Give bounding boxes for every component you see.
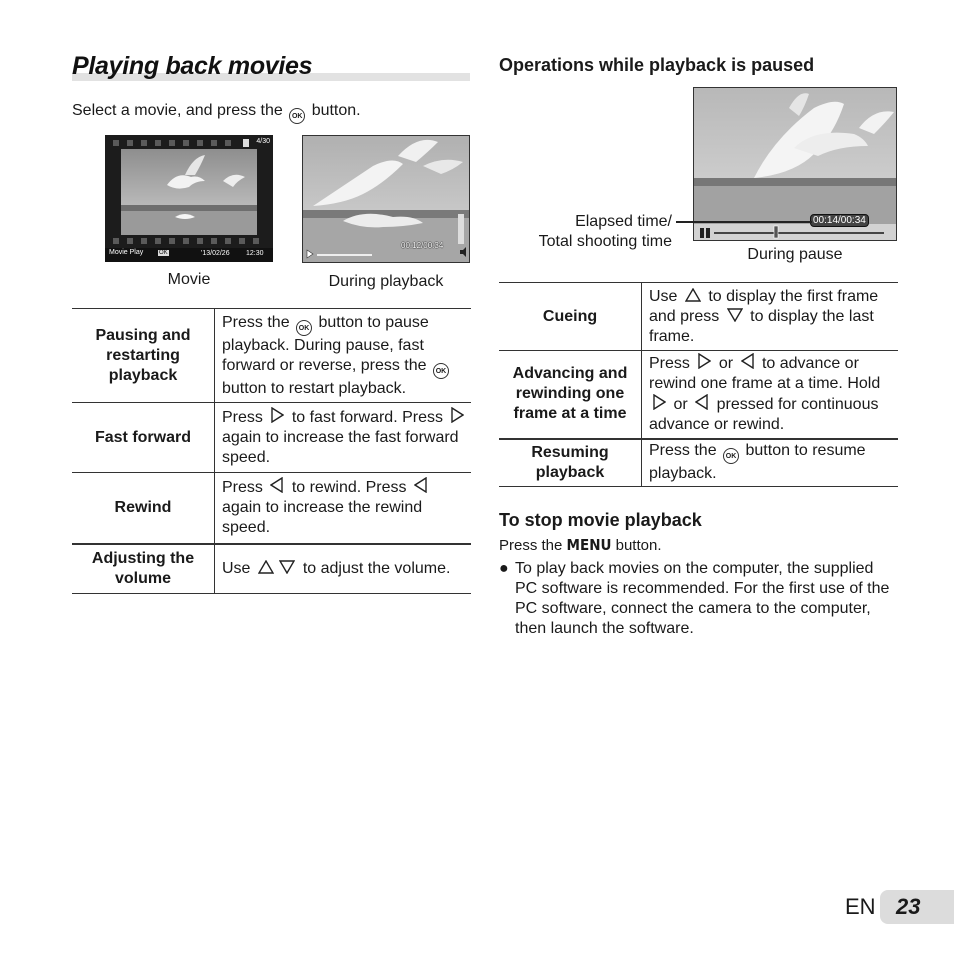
table-row [72, 544, 471, 594]
playback-image [303, 136, 470, 263]
paused-operations-table [499, 282, 898, 487]
ok-badge: OK [159, 250, 168, 256]
ok-button-icon: OK [723, 448, 739, 464]
table-row [499, 439, 898, 487]
language-label: EN [845, 894, 876, 919]
table-row [72, 309, 471, 403]
row-label: Cueing [499, 283, 642, 351]
arrow-right-icon [697, 353, 711, 369]
arrow-down-icon [279, 560, 295, 574]
row-description: Press the OK button to resume playback. [649, 442, 866, 483]
pause-caption: During pause [747, 246, 843, 263]
playback-screen [302, 135, 470, 263]
bullet-icon: ● [499, 560, 509, 577]
row-label: Advancing and rewinding one frame at a time [499, 351, 642, 439]
arrow-up-icon [685, 288, 701, 302]
page-title: Playing back movies [72, 52, 313, 80]
paused-heading: Operations while playback is paused [499, 55, 815, 75]
movie-caption: Movie [167, 271, 211, 288]
film-strip-image [105, 135, 273, 262]
arrow-right-icon [270, 407, 284, 423]
row-description: Use to display the first frame and press to display the last frame. [649, 287, 879, 345]
pause-screen [693, 87, 897, 241]
stop-heading: To stop movie playback [499, 510, 702, 530]
playback-time-label: 00:12/00:34 [401, 241, 444, 250]
movie-screen [105, 135, 273, 262]
row-label: Fast forward [72, 403, 215, 473]
table-row [499, 283, 898, 351]
arrow-right-icon [652, 394, 666, 410]
pc-software-note: ● To play back movies on the computer, the supplied PC software is recommended. For the first use of the PC software, connect the camera to the computer, then launch the software. [499, 560, 890, 637]
ok-button-icon: OK [296, 320, 312, 336]
row-description: Press or to advance or rewind one frame at a time. Hold or pressed for continuous advance or rewind. [649, 355, 881, 434]
table-row [72, 403, 471, 473]
row-label: Rewind [72, 473, 215, 544]
arrow-up-icon [258, 560, 274, 574]
stop-instruction: Press the MENU button. [499, 536, 662, 554]
row-description: Press to rewind. Press again to increase the rewind speed. [215, 473, 472, 544]
table-row [499, 351, 898, 439]
menu-button-label: MENU [566, 536, 612, 554]
row-label: Adjusting the volume [72, 544, 215, 594]
row-description: Press the OK button to pause playback. During pause, fast forward or reverse, press the OK button to restart playback. [215, 309, 472, 403]
row-label: Resuming playback [499, 439, 642, 487]
arrow-left-icon [741, 353, 755, 369]
row-description: Use to adjust the volume. [222, 559, 451, 577]
ok-button-icon: OK [289, 108, 305, 124]
arrow-down-icon [727, 308, 743, 322]
elapsed-time-callout: Elapsed time/ Total shooting time [538, 213, 672, 250]
callout-leader-line [676, 221, 812, 223]
intro-text: Select a movie, and press the OK button. [72, 102, 361, 124]
row-label: Pausing and restarting playback [72, 309, 215, 403]
table-row [72, 473, 471, 544]
row-description: Press to fast forward. Press again to increase the fast forward speed. [215, 403, 472, 473]
time-label: 12:30 [246, 250, 264, 257]
pause-time-label: 00:14/00:34 [810, 214, 869, 227]
arrow-right-icon [450, 407, 464, 423]
playback-caption: During playback [328, 273, 444, 290]
date-label: '13/02/26 [201, 250, 230, 257]
arrow-left-icon [270, 477, 284, 493]
page-number: 23 [896, 894, 921, 919]
arrow-left-icon [695, 394, 709, 410]
movie-play-label: Movie Play [109, 249, 144, 256]
ok-button-icon: OK [433, 363, 449, 379]
arrow-left-icon [414, 477, 428, 493]
playback-operations-table [72, 308, 471, 594]
frame-counter: 4/30 [256, 138, 270, 145]
